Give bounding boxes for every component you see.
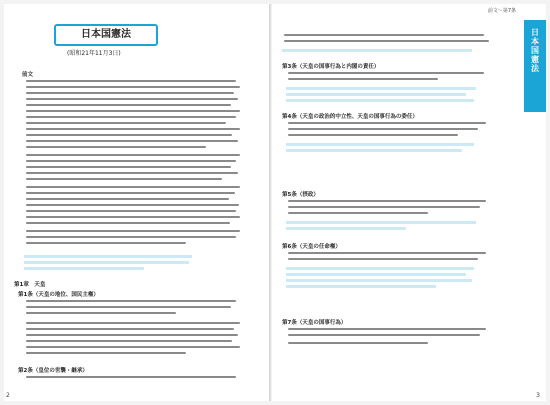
text-line (26, 178, 222, 180)
highlighted-note (286, 149, 462, 152)
highlighted-note (286, 87, 476, 90)
text-line (26, 116, 236, 118)
text-line (26, 300, 236, 302)
text-line (26, 166, 231, 168)
text-line (284, 34, 484, 36)
text-line (288, 128, 478, 130)
article-2-heading: 第2条（皇位の世襲・継承） (18, 368, 88, 374)
text-line (26, 334, 238, 336)
text-line (288, 212, 428, 214)
highlighted-note (24, 255, 192, 258)
text-line (26, 236, 236, 238)
text-line (26, 104, 231, 106)
highlighted-note (286, 143, 474, 146)
text-line (26, 110, 240, 112)
highlighted-note (286, 227, 406, 230)
text-line (288, 258, 478, 260)
text-line (26, 86, 240, 88)
article-1-heading: 第1条（天皇の地位、国民主権） (18, 292, 99, 298)
text-line (26, 242, 186, 244)
text-line (26, 140, 238, 142)
side-tab (524, 20, 546, 112)
highlighted-note (286, 285, 436, 288)
text-line (288, 342, 428, 344)
text-line (26, 216, 240, 218)
text-line (288, 200, 486, 202)
text-line (26, 340, 232, 342)
page-number-left: 2 (6, 392, 10, 399)
highlighted-note (24, 261, 189, 264)
highlighted-note (286, 93, 466, 96)
text-line (26, 306, 231, 308)
text-line (26, 186, 240, 188)
highlighted-note (286, 267, 474, 270)
text-line (26, 98, 238, 100)
text-line (288, 334, 480, 336)
highlighted-note (286, 221, 476, 224)
text-line (26, 122, 226, 124)
preamble-heading: 前文 (22, 72, 34, 78)
article-7-heading: 第7条（天皇の国事行為） (282, 320, 347, 326)
highlighted-note (24, 267, 144, 270)
page-number-right: 3 (536, 392, 540, 399)
text-line (26, 328, 234, 330)
running-header: 前文〜第7条 (487, 8, 516, 14)
text-line (26, 160, 236, 162)
text-line (26, 198, 229, 200)
text-line (26, 352, 186, 354)
text-line (288, 252, 486, 254)
article-6-heading: 第6条（天皇の任命権） (282, 244, 341, 250)
text-line (288, 328, 486, 330)
text-line (26, 346, 240, 348)
text-line (26, 192, 235, 194)
text-line (26, 134, 232, 136)
side-tab-label: 日本国憲法 (530, 28, 540, 73)
document-title: 日本国憲法 (54, 24, 158, 46)
text-line (26, 146, 206, 148)
text-line (26, 322, 240, 324)
text-line (26, 154, 240, 156)
text-line (26, 376, 236, 378)
left-page (4, 4, 271, 401)
article-4-heading: 第4条（天皇の政治的中立性、天皇の国事行為の委任） (282, 114, 418, 120)
highlighted-note (286, 273, 466, 276)
text-line (26, 312, 176, 314)
text-line (26, 222, 230, 224)
right-page (272, 4, 546, 401)
text-line (26, 128, 240, 130)
text-line (284, 40, 489, 42)
article-3-heading: 第3条（天皇の国事行為と内閣の責任） (282, 64, 380, 70)
highlighted-note (282, 49, 472, 52)
text-line (288, 122, 486, 124)
text-line (288, 78, 438, 80)
text-line (26, 172, 238, 174)
chapter-heading: 第1章 天皇 (14, 282, 46, 288)
text-line (288, 72, 484, 74)
text-line (288, 206, 480, 208)
enactment-date: (昭和21年11月3日) (67, 50, 121, 57)
highlighted-note (286, 279, 472, 282)
text-line (288, 134, 458, 136)
text-line (26, 204, 239, 206)
text-line (26, 80, 236, 82)
text-line (26, 210, 236, 212)
text-line (26, 92, 234, 94)
article-5-heading: 第5条（摂政） (282, 192, 319, 198)
text-line (26, 230, 240, 232)
highlighted-note (286, 99, 474, 102)
